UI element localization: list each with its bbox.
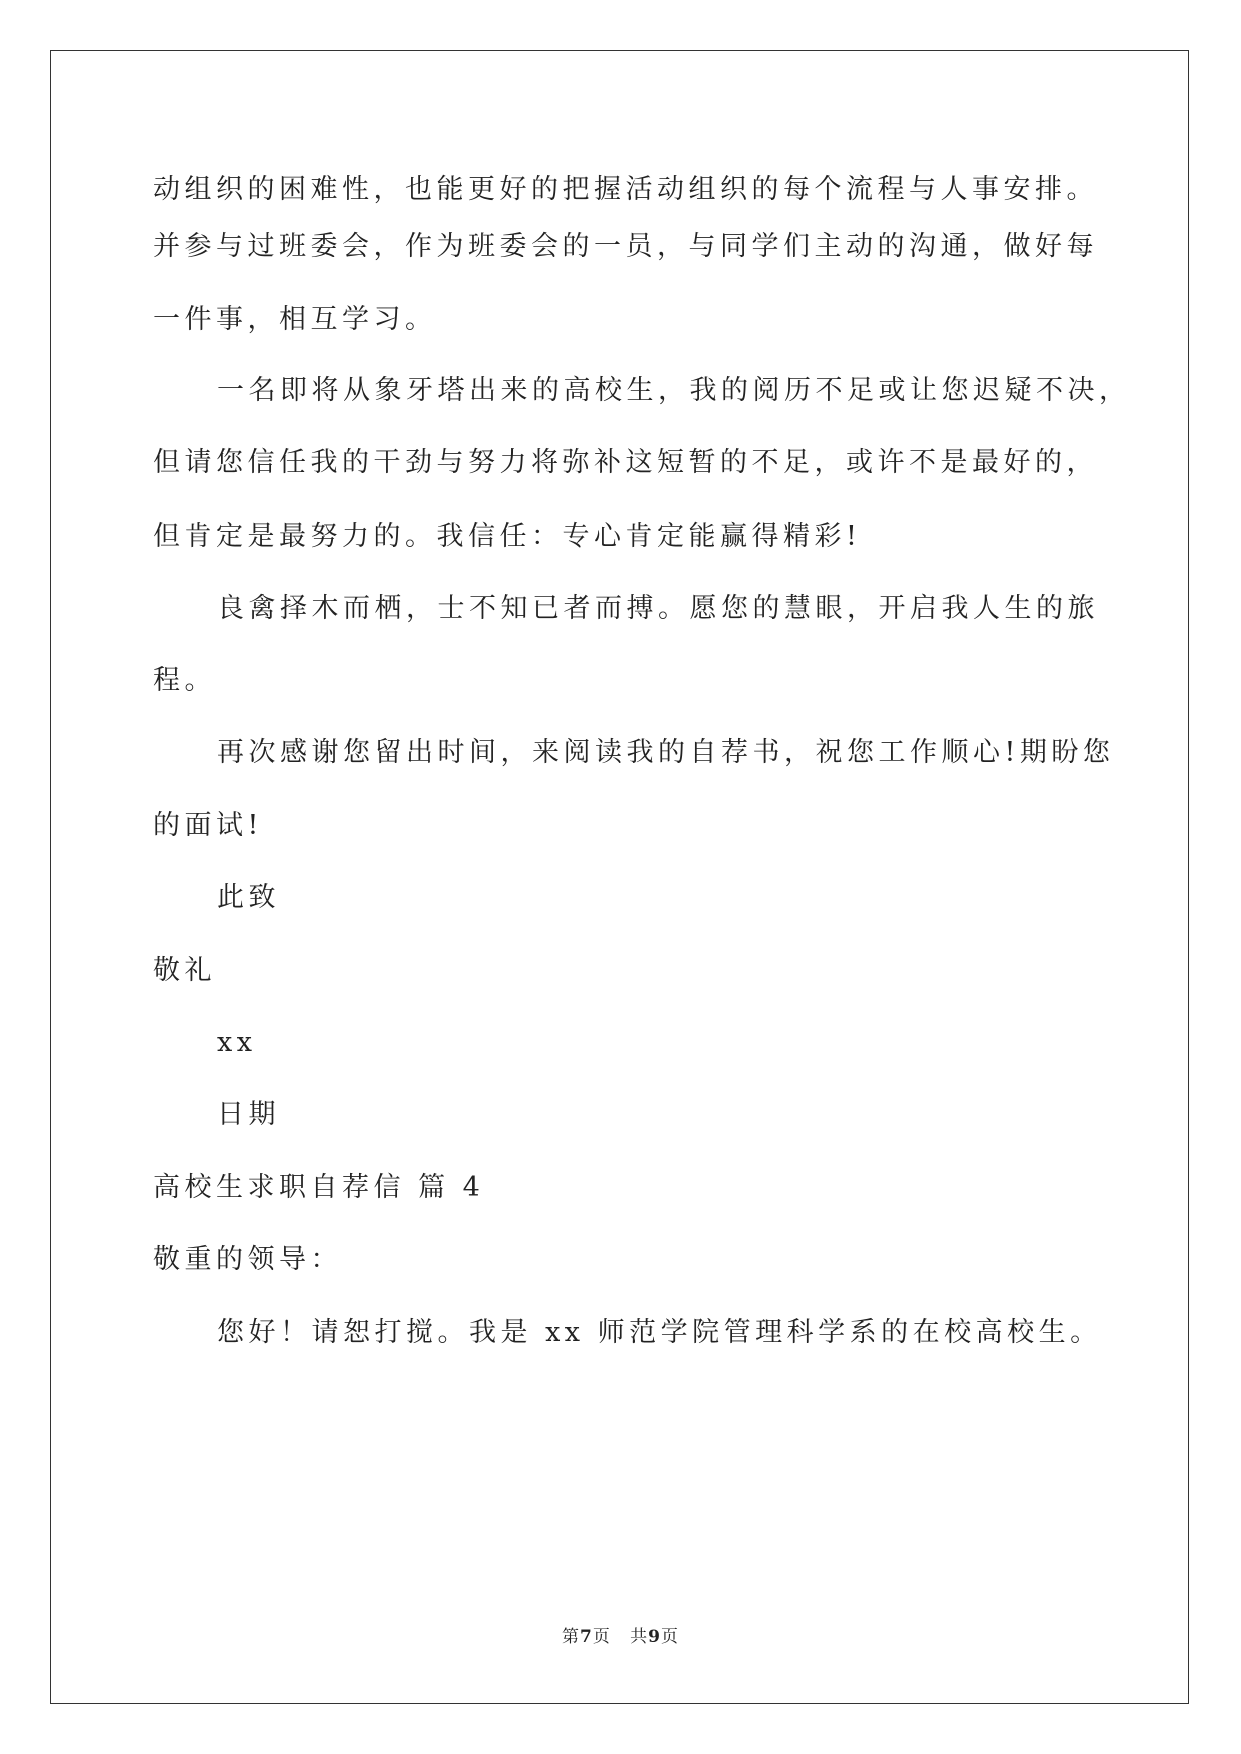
total-pages-number: 9	[648, 1627, 661, 1647]
text-line: 程。	[153, 665, 216, 696]
text-line: 一件事，相互学习。	[153, 304, 437, 335]
text-line: 动组织的困难性，也能更好的把握活动组织的每个流程与人事安排。	[153, 174, 1098, 205]
signature-name: xx	[217, 1027, 257, 1058]
page-border	[50, 50, 1189, 1704]
footer-total-prefix: 共	[630, 1627, 649, 1647]
closing-salutation: 此致	[217, 882, 280, 913]
footer-page-label: 页	[592, 1627, 611, 1647]
text-line: 但请您信任我的干劲与努力将弥补这短暂的不足，或许不是最好的，	[153, 447, 1098, 478]
footer-total-suffix: 页	[660, 1627, 679, 1647]
closing-regards: 敬礼	[153, 955, 216, 986]
footer-prefix: 第	[562, 1627, 581, 1647]
section-heading: 高校生求职自荐信 篇 4	[153, 1172, 485, 1203]
text-line: 的面试!	[153, 810, 263, 841]
paragraph-start: 一名即将从象牙塔出来的高校生，我的阅历不足或让您迟疑不决，	[217, 375, 1131, 406]
paragraph-start: 您好！请恕打搅。我是 xx 师范学院管理科学系的在校高校生。	[217, 1317, 1102, 1348]
signature-date: 日期	[217, 1099, 280, 1130]
paragraph-start: 再次感谢您留出时间，来阅读我的自荐书，祝您工作顺心!期盼您	[217, 737, 1115, 768]
paragraph-start: 良禽择木而栖，士不知已者而搏。愿您的慧眼，开启我人生的旅	[217, 593, 1099, 624]
current-page-number: 7	[580, 1627, 593, 1647]
letter-greeting: 敬重的领导：	[153, 1244, 342, 1275]
text-line: 并参与过班委会，作为班委会的一员，与同学们主动的沟通，做好每	[153, 231, 1098, 262]
page-footer	[0, 1622, 1241, 1647]
text-line: 但肯定是最努力的。我信任：专心肯定能赢得精彩!	[153, 521, 862, 552]
